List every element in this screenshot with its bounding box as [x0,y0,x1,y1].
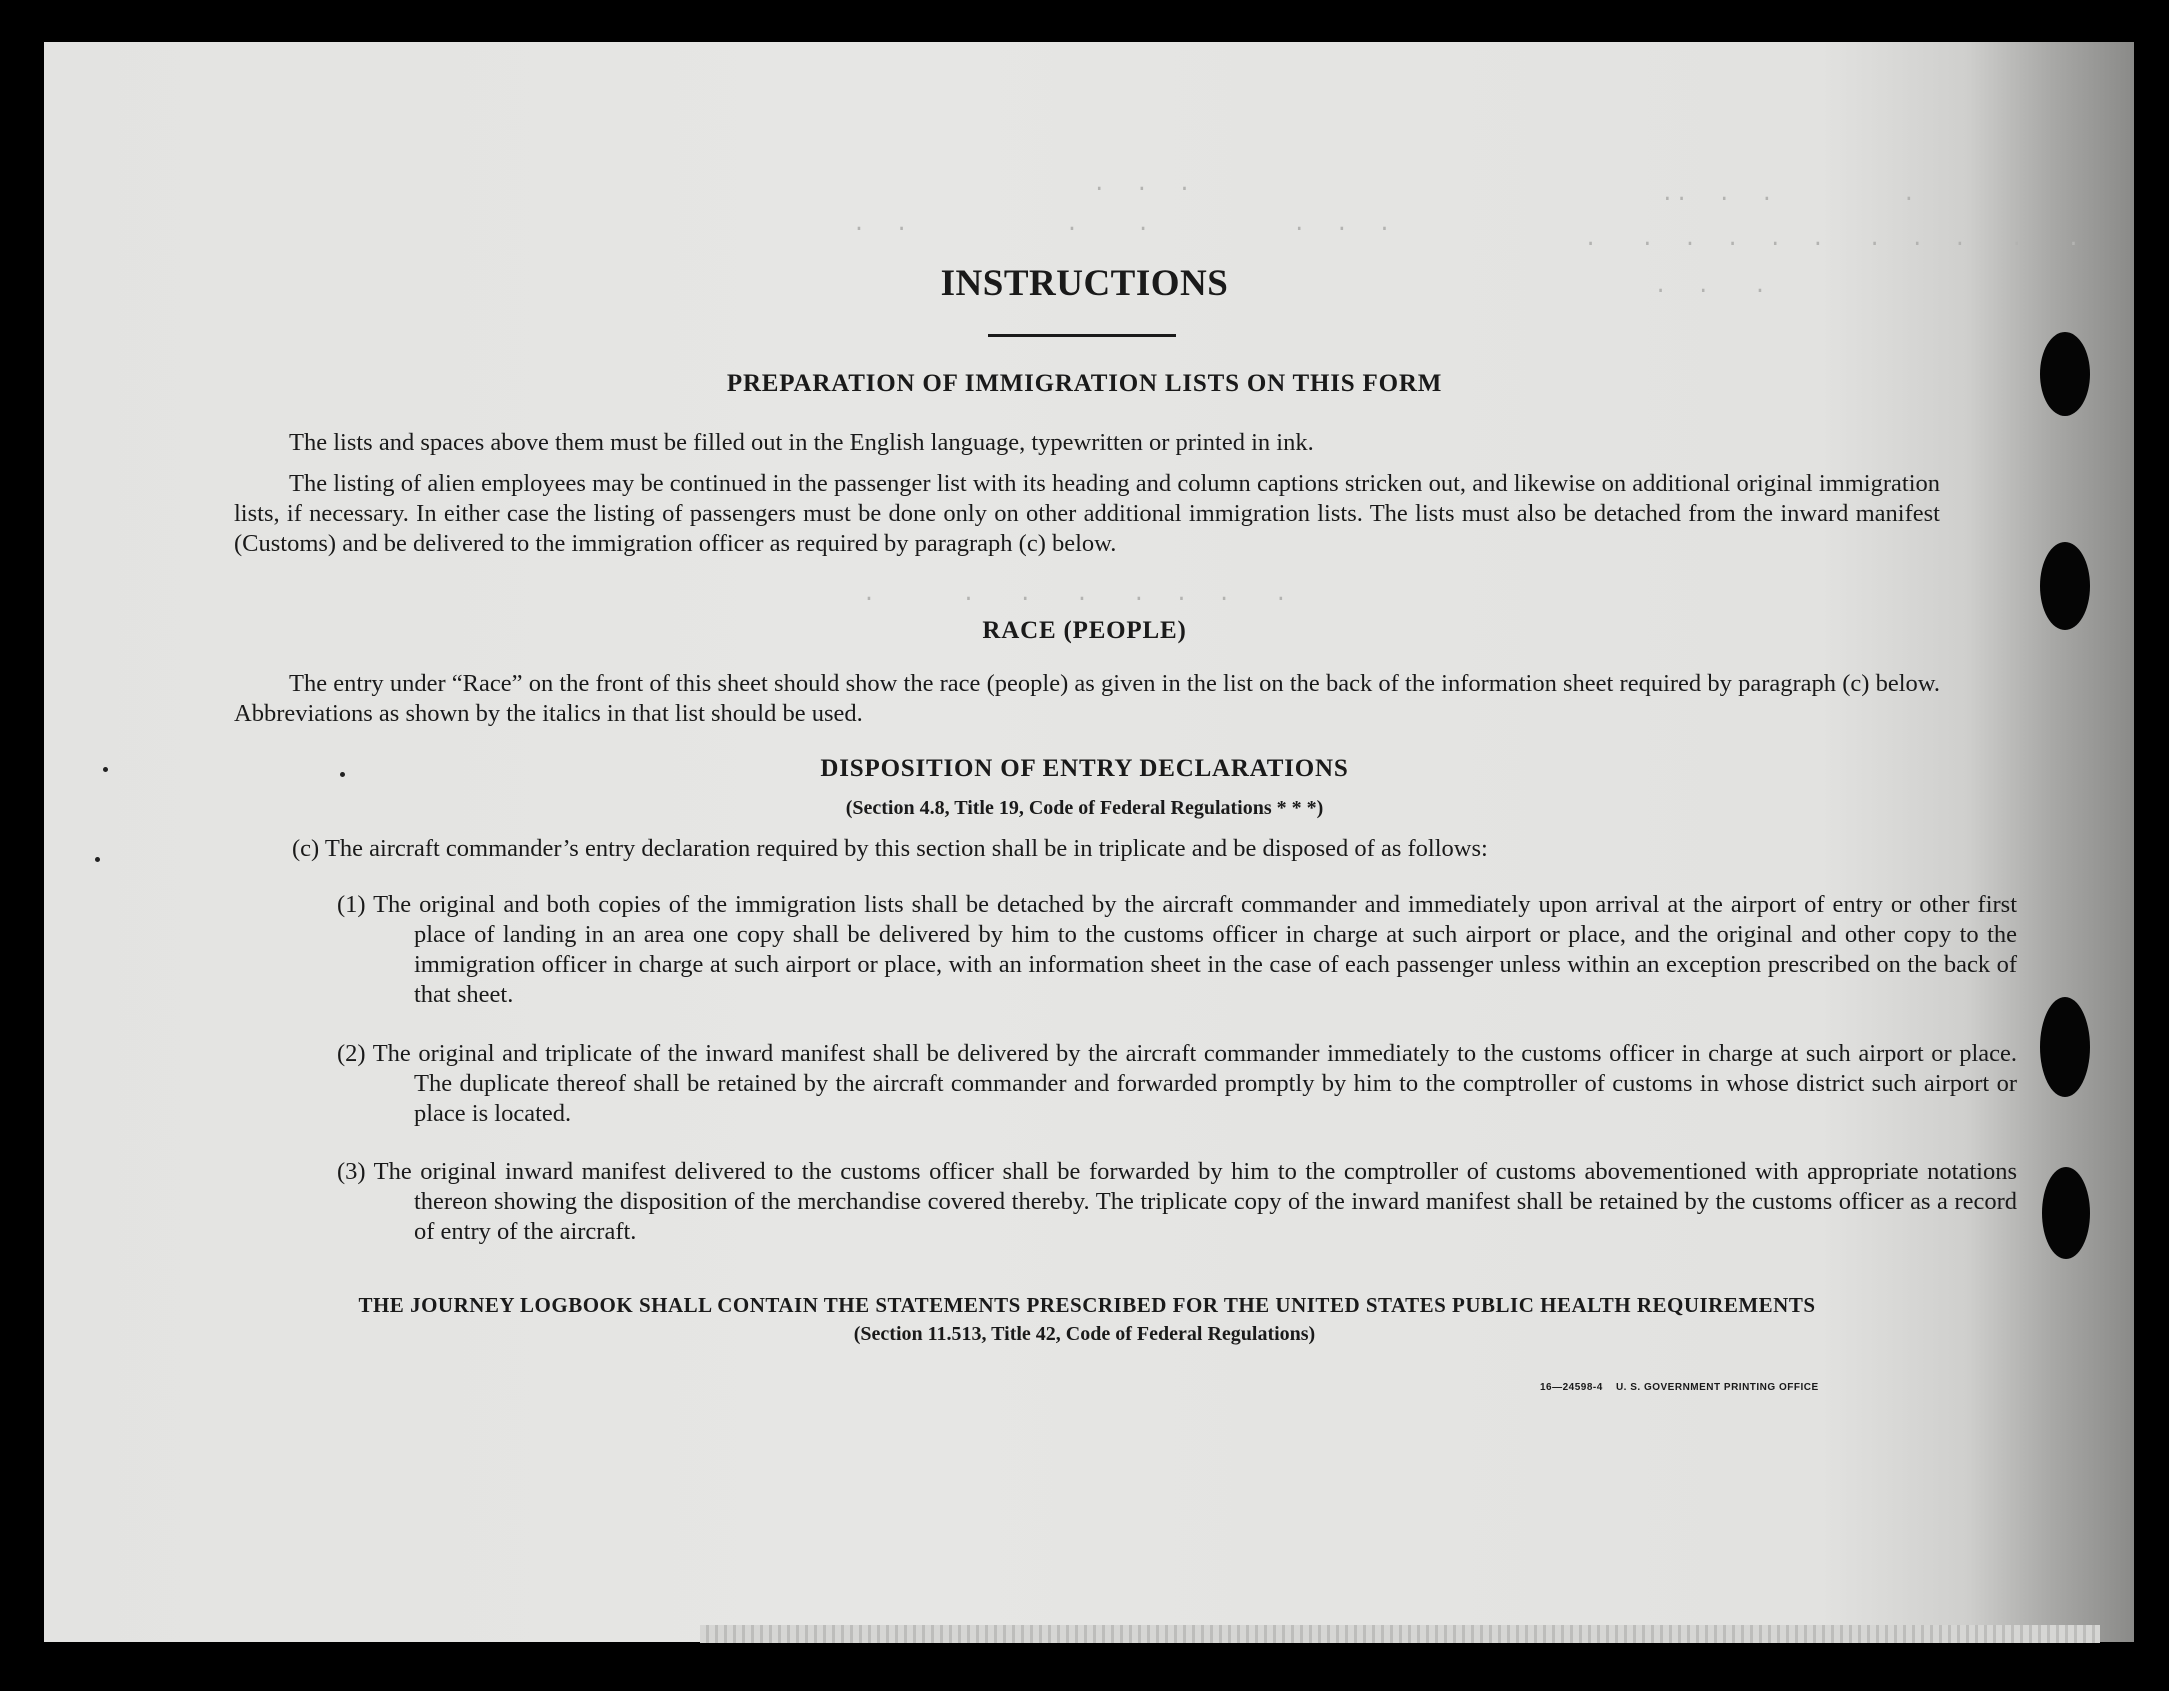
disposition-citation: (Section 4.8, Title 19, Code of Federal Regulations * * *) [845,797,1324,819]
race-heading: RACE (PEOPLE) [982,617,1187,644]
speck-3 [340,772,345,777]
bleed-through-text-3: . . . . . . . [824,212,1393,237]
printer-footer [1540,1382,1819,1393]
title-underline [988,334,1176,337]
form-number: 16—24598-4 [1540,1382,1603,1393]
disposition-intro: (c) The aircraft commander’s entry declaration required by this section shall be in triplicate and be disposed of as follows: [292,835,1488,862]
disposition-heading: DISPOSITION OF ENTRY DECLARATIONS [820,755,1349,782]
preparation-paragraph-2: The listing of alien employees may be continued in the passenger list with its heading and column captions stricken out, and likewise on additional original immigration lists, if necessary. In either case the listing of passengers must be done only on other additional immigration lists. The lists must also be detached from the inward manifest (Customs) and be delivered to the immigration officer as required by paragraph (c) below. [234,470,1940,557]
page-title: INSTRUCTIONS [940,263,1229,304]
race-paragraph: The entry under “Race” on the front of this sheet should show the race (people) as given in the list on the back of the information sheet required by paragraph (c) below. Abbreviations as shown by the italics in that list should be used. [234,670,1940,727]
speck-1 [103,767,108,772]
speck-2 [95,857,100,862]
bleed-through-text-6: . . . . . . . . [834,582,1289,607]
disposition-item-3: (3) The original inward manifest delivered to the customs officer shall be forwarded by him to the comptroller of customs abovementioned with appropriate notations thereon showing the disposition of the merchandise covered thereby. The triplicate copy of the inward manifest shall be retained by the customs officer as a record of entry of the aircraft. [337,1158,2017,1245]
health-citation: (Section 11.513, Title 42, Code of Federal Regulations) [853,1323,1316,1345]
health-statement: THE JOURNEY LOGBOOK SHALL CONTAIN THE STATEMENTS PRESCRIBED FOR THE UNITED STATES PUBLIC HEALTH REQUIREMENTS [358,1293,1816,1317]
bleed-through-text-1: . . . [979,172,1193,197]
disposition-item-2: (2) The original and triplicate of the inward manifest shall be delivered by the aircraft commander immediately to the customs officer in charge at such airport or place. The duplicate thereof shall be retained by the aircraft commander and forwarded promptly by him to the comptroller of customs in whose district such airport or place is located. [337,1040,2017,1127]
disposition-item-1: (1) The original and both copies of the immigration lists shall be detached by the aircraft commander and immediately upon arrival at the airport of entry or other first place of landing in an area one copy shall be delivered by him to the customs officer in charge at such airport or place, and the original and other copy to the immigration officer in charge at such airport or place, with an information sheet in the case of each passenger unless within an exception prescribed on the back of that sheet. [337,891,2017,1008]
bleed-through-text-5: . . . [1654,274,1768,299]
preparation-heading: PREPARATION OF IMMIGRATION LISTS ON THIS FORM [726,370,1443,397]
bleed-through-text-2: .. . . . [1604,182,1917,207]
printer-name: U. S. GOVERNMENT PRINTING OFFICE [1615,1382,1819,1393]
preparation-paragraph-1: The lists and spaces above them must be filled out in the English language, typewritten or printed in ink. [289,429,1314,456]
bleed-through-text-4: . . . . . . . . . . . [1584,227,2082,252]
